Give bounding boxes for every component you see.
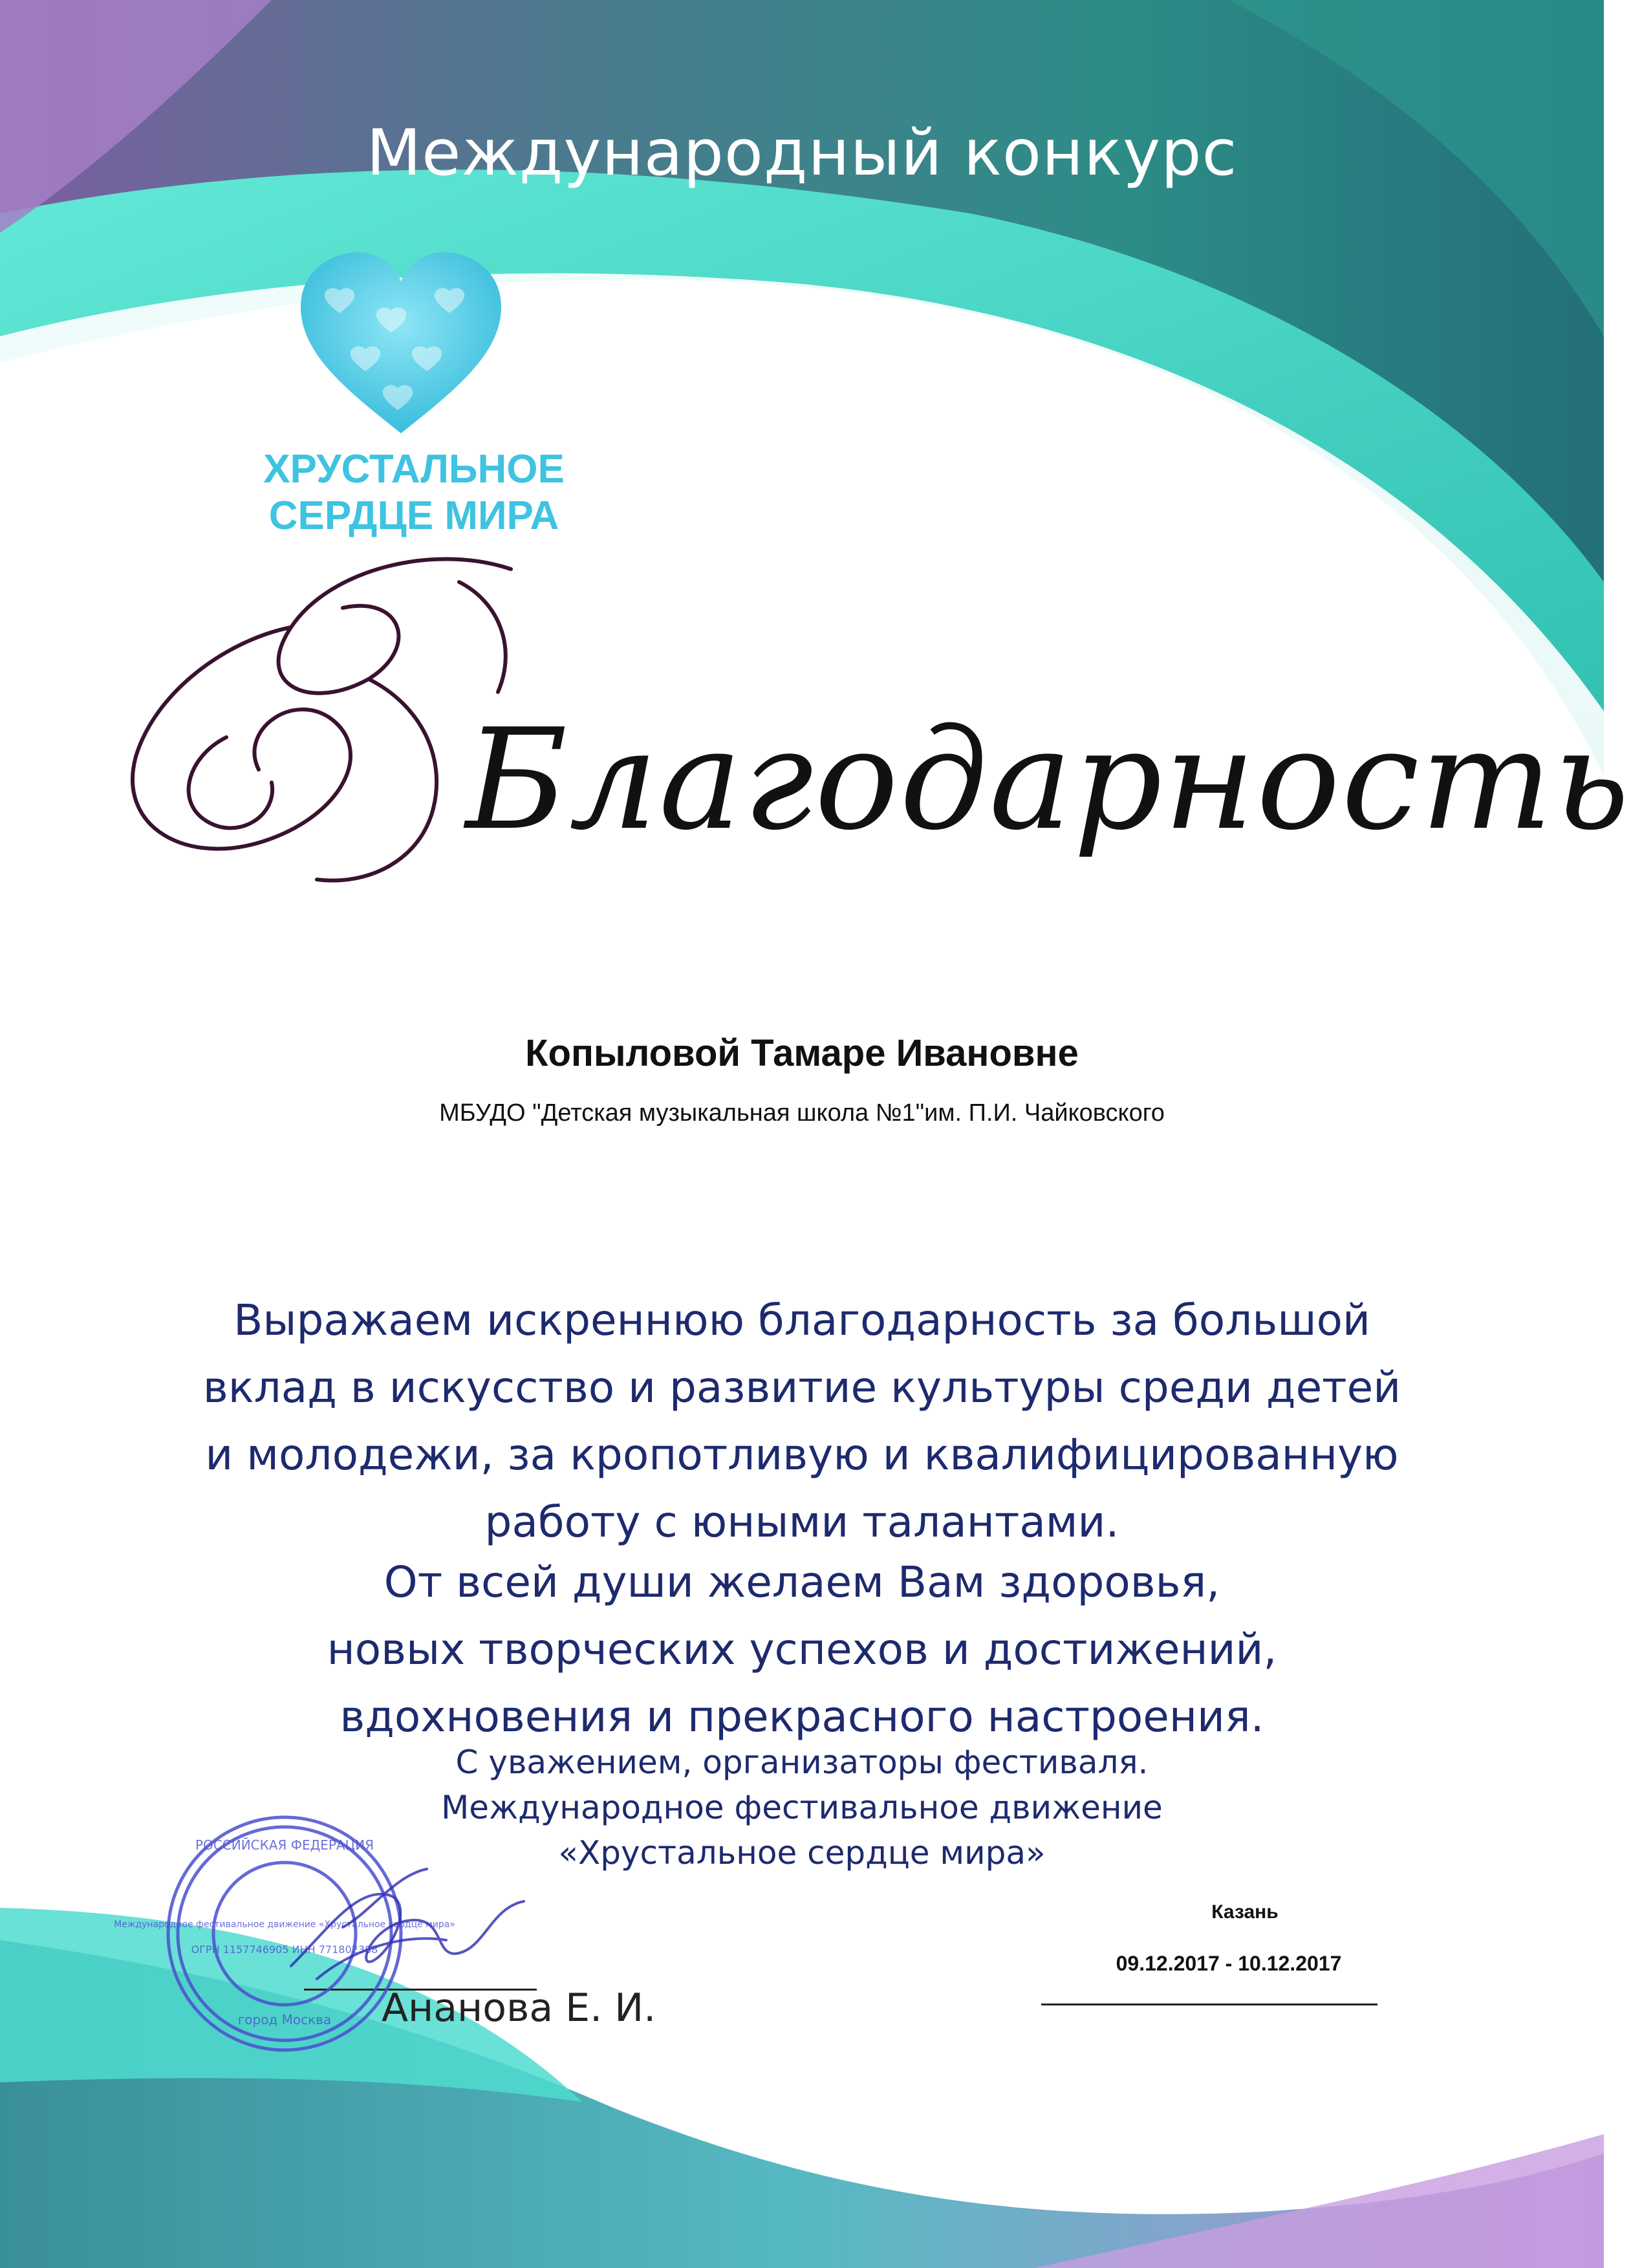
signer-name: Ананова Е. И. [382, 1985, 656, 2031]
stamp-outer-text: РОССИЙСКАЯ ФЕДЕРАЦИЯ [195, 1837, 374, 1853]
logo-line-2: СЕРДЦЕ МИРА [268, 493, 559, 538]
recipient-school: МБУДО "Детская музыкальная школа №1"им. П.И. Чайковского [439, 1099, 1165, 1127]
stamp-city-text: город Москва [237, 2012, 332, 2027]
wishes-line: От всей души желаем Вам здоровья, [383, 1557, 1220, 1607]
handwritten-signature [278, 1850, 550, 2011]
stamp-inner-text: Международное фестивальное движение «Хрустальное сердце мира» [114, 1919, 455, 1930]
competition-title: Международный конкурс [366, 116, 1238, 190]
stamp-registry-text: ОГРН 1157746905 ИНН 771802388 [191, 1943, 378, 1956]
gratitude-line: Выражаем искреннюю благодарность за большой [233, 1295, 1370, 1345]
recipient-name: Копыловой Тамаре Ивановне [525, 1032, 1079, 1074]
signature-line-right [1041, 2003, 1377, 2005]
logo-text [246, 446, 582, 539]
gratitude-line: работу с юными талантами. [484, 1497, 1119, 1547]
logo-line-1: ХРУСТАЛЬНОЕ [263, 447, 565, 491]
wishes-paragraph [129, 1549, 1474, 1751]
gratitude-paragraph [129, 1287, 1474, 1556]
event-dates: 09.12.2017 - 10.12.2017 [1116, 1952, 1342, 1975]
wishes-line: новых творческих успехов и достижений, [327, 1625, 1277, 1674]
organization-line: Международное фестивальное движение [441, 1789, 1163, 1826]
event-city: Казань [1211, 1901, 1279, 1923]
crystal-heart-icon [294, 246, 508, 440]
regards-line: С уважением, организаторы фестиваля. [455, 1744, 1149, 1781]
certificate-title: Благодарность [466, 698, 1631, 861]
gratitude-line: и молодежи, за кропотливую и квалифицированную [205, 1430, 1399, 1480]
organization-line: «Хрустальное сердце мира» [558, 1834, 1046, 1872]
wishes-line: вдохновения и прекрасного настроения. [340, 1692, 1264, 1742]
gratitude-line: вклад в искусство и развитие культуры среди детей [202, 1363, 1401, 1412]
